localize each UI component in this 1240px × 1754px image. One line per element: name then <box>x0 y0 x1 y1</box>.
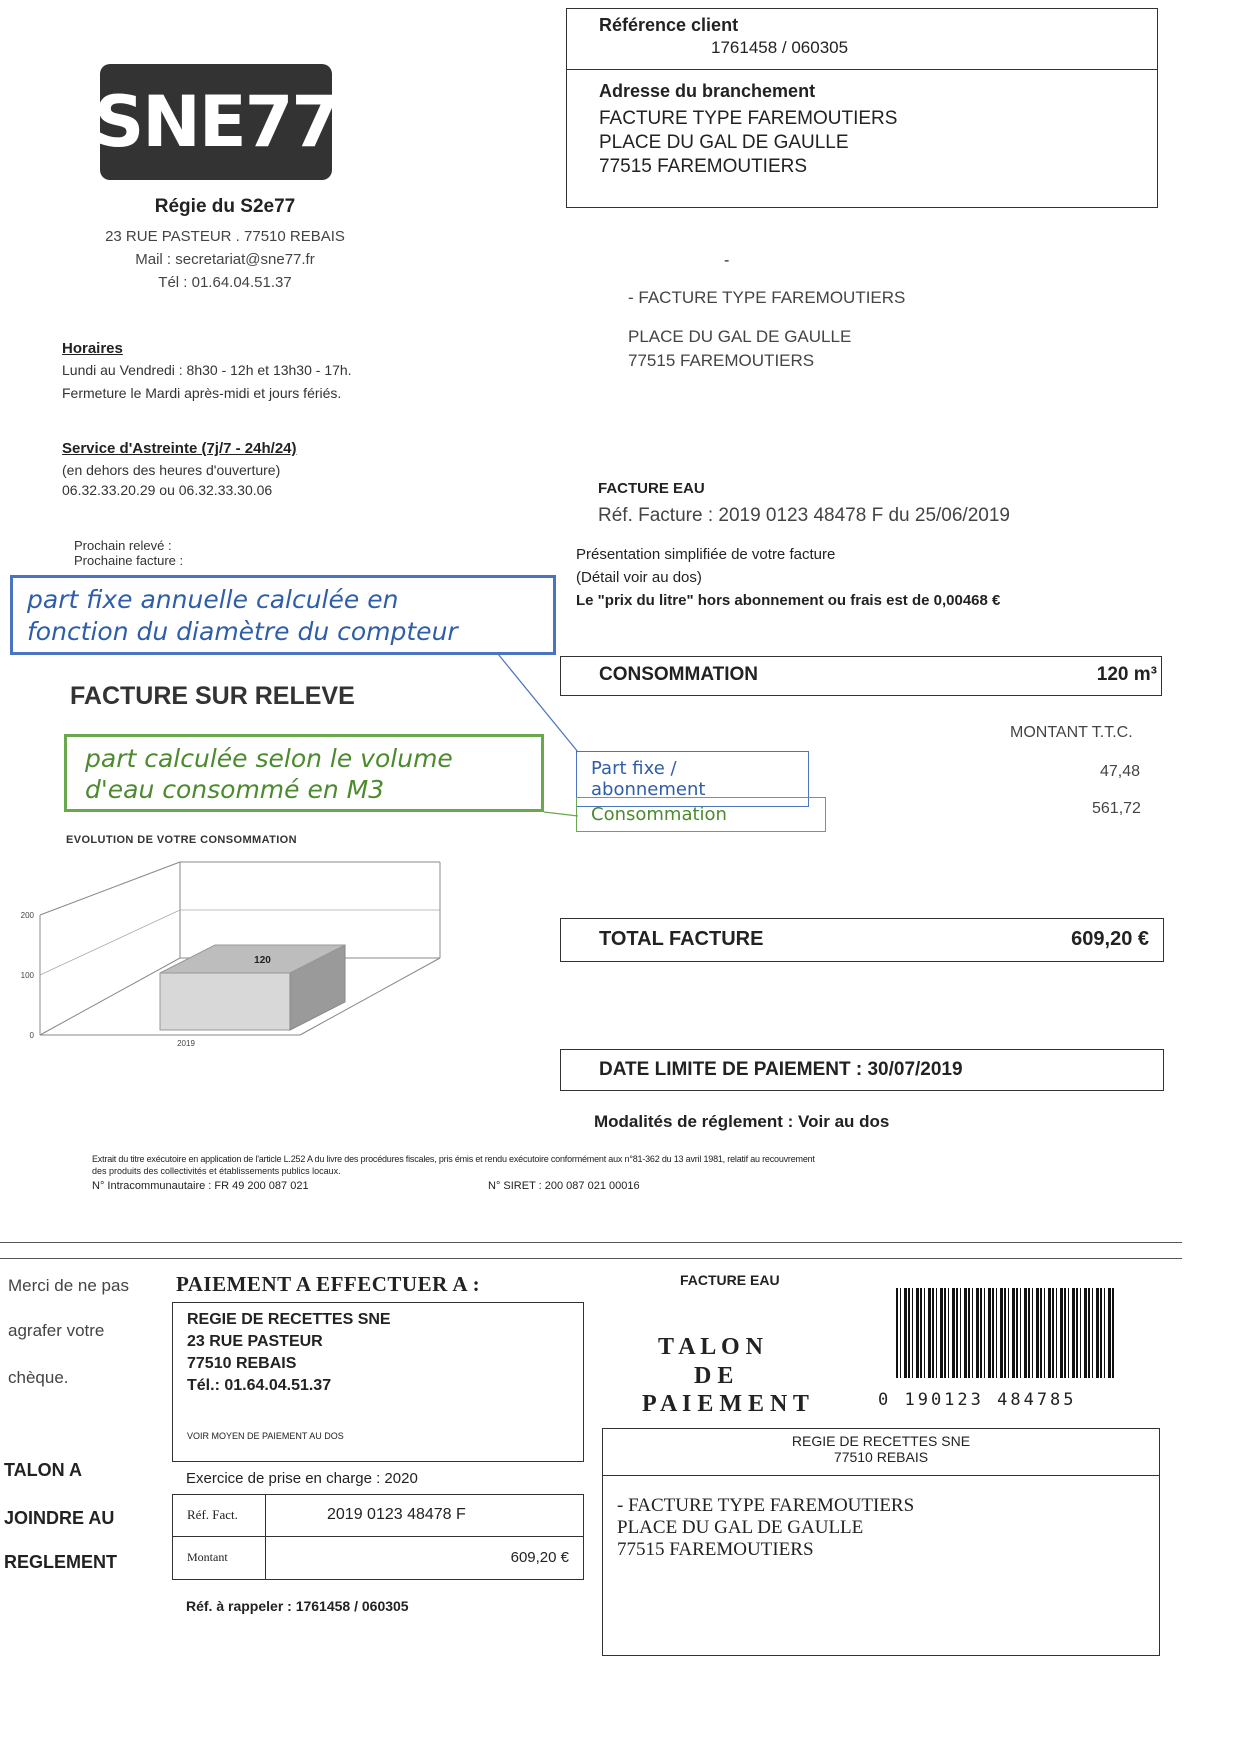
fixed-callout-line-2: fonction du diamètre du compteur <box>27 617 458 646</box>
table-row-divider <box>173 1536 583 1537</box>
invoice-detail: (Détail voir au dos) <box>576 569 702 586</box>
chart-y-tick-1: 100 <box>20 971 34 980</box>
client-ref-value: 1761458 / 060305 <box>711 38 849 57</box>
org-name: Régie du S2e77 <box>154 196 296 217</box>
recall-ref: Réf. à rappeler : 1761458 / 060305 <box>186 1598 409 1614</box>
ref-fact-value: 2019 0123 48478 F <box>327 1506 466 1523</box>
client-ref-label: Référence client <box>599 15 739 35</box>
hours-title: Horaires <box>62 340 123 357</box>
barcode <box>896 1288 1116 1378</box>
consumption-tag: Consommation <box>576 797 826 832</box>
stub-note-line-2: agrafer votre <box>8 1321 105 1340</box>
stub-invoice-type: FACTURE EAU <box>680 1272 780 1288</box>
address-label: Adresse du branchement <box>599 81 816 101</box>
recipient-org-line-1: REGIE DE RECETTES SNE <box>791 1433 971 1449</box>
next-reading: Prochain relevé : <box>74 538 172 553</box>
consumption-amount: 561,72 <box>1092 800 1141 817</box>
green-connector <box>544 812 578 816</box>
total-value: 609,20 € <box>1071 928 1149 950</box>
invoice-type: FACTURE EAU <box>598 480 705 497</box>
org-mail: Mail : secretariat@sne77.fr <box>135 251 315 268</box>
talon-line-3: P A I E M E N T <box>642 1391 809 1417</box>
fixed-callout-line-1: part fixe annuelle calculée en <box>27 585 399 614</box>
chart-side-top <box>40 862 180 915</box>
invoice-ref: Réf. Facture : 2019 0123 48478 F du 25/06/2019 <box>598 505 1010 526</box>
amount-label: Montant <box>187 1550 228 1564</box>
chart-y-tick-0: 0 <box>29 1031 34 1040</box>
payee-line-3: 77510 REBAIS <box>187 1355 297 1372</box>
chart-x-tick-0: 2019 <box>177 1039 195 1048</box>
stub-join-line-2: JOINDRE AU <box>4 1508 115 1528</box>
headline: FACTURE SUR RELEVE <box>70 682 355 710</box>
address-line-3: 77515 FAREMOUTIERS <box>599 156 808 177</box>
stub-join-line-3: REGLEMENT <box>4 1552 118 1572</box>
recipient-dash: - <box>724 252 730 269</box>
stub-recipient-line-2: PLACE DU GAL DE GAULLE <box>617 1517 864 1538</box>
stub-join-line-1: TALON A <box>4 1460 82 1480</box>
fixed-part-tag: Part fixe / abonnement <box>576 751 809 807</box>
address-line-1: FACTURE TYPE FAREMOUTIERS <box>599 108 898 129</box>
due-date-box <box>560 1049 1164 1091</box>
ref-fact-label: Réf. Fact. <box>187 1507 238 1522</box>
table-col-divider <box>265 1495 266 1579</box>
recipient-line-2: PLACE DU GAL DE GAULLE <box>628 327 852 346</box>
stub-recipient-line-1: - FACTURE TYPE FAREMOUTIERS <box>617 1495 915 1516</box>
ref-amount-table <box>172 1494 584 1580</box>
payee-line-2: 23 RUE PASTEUR <box>187 1333 323 1350</box>
recipient-org-line-2: 77510 REBAIS <box>833 1449 929 1465</box>
consumption-label: CONSOMMATION <box>599 664 759 685</box>
barcode-digits: 0 190123 484785 <box>878 1390 1077 1410</box>
payment-methods: Modalités de réglement : Voir au dos <box>594 1112 890 1131</box>
payee-note: VOIR MOYEN DE PAIEMENT AU DOS <box>187 1431 344 1441</box>
org-tel: Tél : 01.64.04.51.37 <box>158 274 292 291</box>
invoice-simplified: Présentation simplifiée de votre facture <box>576 546 836 563</box>
volume-callout-line-1: part calculée selon le volume <box>85 744 453 773</box>
hours-line-1: Lundi au Vendredi : 8h30 - 12h et 13h30 - 17h. <box>62 362 352 378</box>
pay-to-title: PAIEMENT A EFFECTUER A : <box>176 1272 481 1296</box>
chart-bar-front-0 <box>160 973 290 1030</box>
chart-bar-label-0: 120 <box>254 955 271 966</box>
volume-callout-line-2: d'eau consommé en M3 <box>85 775 385 804</box>
payee-line-4: Tél.: 01.64.04.51.37 <box>187 1377 332 1394</box>
due-date: DATE LIMITE DE PAIEMENT : 30/07/2019 <box>599 1059 963 1080</box>
talon-line-2: D E <box>694 1363 734 1389</box>
consumption-chart <box>0 850 470 1050</box>
stub-box-divider <box>603 1475 1159 1476</box>
fixed-amount: 47,48 <box>1100 763 1141 780</box>
chart-title: EVOLUTION DE VOTRE CONSOMMATION <box>66 834 297 846</box>
intra-number: N° Intracommunautaire : FR 49 200 087 021 <box>92 1180 309 1192</box>
siret-number: N° SIRET : 200 087 021 00016 <box>488 1180 640 1192</box>
talon-line-1: T A L O N <box>658 1334 763 1360</box>
chart-y-tick-2: 200 <box>20 911 34 920</box>
price-per-litre: Le "prix du litre" hors abonnement ou frais est de 0,00468 € <box>576 592 1001 609</box>
chart-side-mid <box>40 910 180 975</box>
stub-note-line-1: Merci de ne pas <box>8 1276 129 1295</box>
blue-connector <box>498 654 578 752</box>
exercise-line: Exercice de prise en charge : 2020 <box>186 1470 418 1487</box>
hours-line-2: Fermeture le Mardi après-midi et jours fériés. <box>62 385 342 401</box>
oncall-title: Service d'Astreinte (7j/7 - 24h/24) <box>62 440 297 457</box>
payee-line-1: REGIE DE RECETTES SNE <box>187 1311 391 1328</box>
recipient-line-1: - FACTURE TYPE FAREMOUTIERS <box>628 288 906 307</box>
stub-recipient-line-3: 77515 FAREMOUTIERS <box>617 1539 814 1560</box>
sne77-logo: SNE77 <box>100 64 332 180</box>
stub-recipient-box <box>602 1428 1160 1656</box>
stub-separator-bottom <box>0 1258 1182 1259</box>
oncall-line-2: 06.32.33.20.29 ou 06.32.33.30.06 <box>62 482 273 498</box>
amount-value: 609,20 € <box>510 1549 569 1566</box>
legal-line-1: Extrait du titre exécutoire en application de l'article L.252 A du livre des procédures fiscales, pris émis et rendu exécutoire conformément aux n°81-362 du 13 avril 1981, relatif au recouvrement <box>92 1154 815 1164</box>
payee-box <box>172 1302 584 1462</box>
oncall-line-1: (en dehors des heures d'ouverture) <box>62 462 281 478</box>
address-line-2: PLACE DU GAL DE GAULLE <box>599 132 849 153</box>
consumption-value: 120 m³ <box>1096 664 1157 685</box>
total-label: TOTAL FACTURE <box>599 928 764 950</box>
legal-line-2: des produits des collectivités et établissements publics locaux. <box>92 1166 341 1176</box>
org-address: 23 RUE PASTEUR . 77510 REBAIS <box>105 228 345 245</box>
chart-side-bottom <box>40 958 180 1035</box>
recipient-line-3: 77515 FAREMOUTIERS <box>628 351 815 370</box>
total-box <box>560 918 1164 962</box>
next-invoice: Prochaine facture : <box>74 553 184 568</box>
stub-note-line-3: chèque. <box>8 1368 69 1387</box>
amount-header: MONTANT T.T.C. <box>1010 724 1133 741</box>
stub-separator-top <box>0 1242 1182 1243</box>
